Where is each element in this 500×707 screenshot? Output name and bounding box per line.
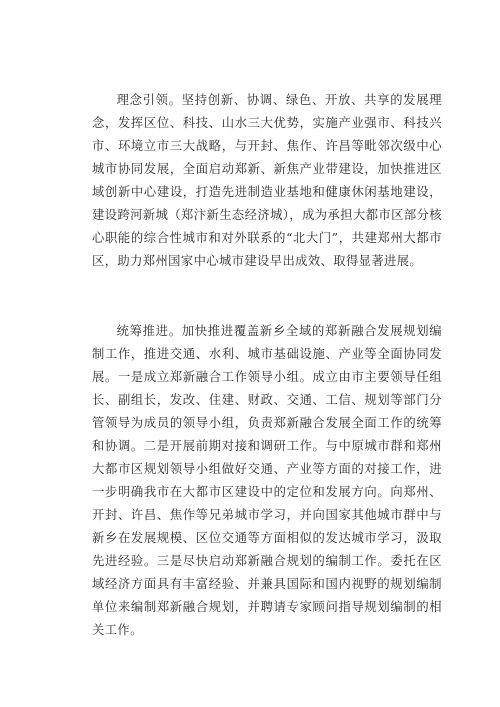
paragraph-concept-guidance: 理念引领。坚持创新、协调、绿色、开放、共享的发展理念，发挥区位、科技、山水三大优势，实施产业强市、科技兴市、环境立市三大战略，与开封、焦作、许昌等毗邻次级中心城市协同发展，全面启动郑新、新焦产业带建设，加快推进区域创新中心建设，打造先进制造业基地和健康休闲基地建设，建设跨河新城（郑汴新生态经济城），成为承担大都市区部分核心职能的综合性城市和对外联系的“北大门”，共建郑州大都市区，助力郑州国家中心城市建设早出成效、取得显著进展。 xyxy=(92,93,442,268)
paragraph-coordinated-promotion: 统筹推进。加快推进覆盖新乡全域的郑新融合发展规划编制工作，推进交通、水利、城市基础设施、产业等全面协同发展。一是成立郑新融合工作领导小组。成立由市主要领导任组长、副组长，发改、住建、财政、交通、工信、规划等部门分管领导为成员的领导小组，负责郑新融合发展全面工作的统筹和协调。二是开展前期对接和调研工作。与中原城市群和郑州大都市区规划领导小组做好交通、产业等方面的对接工作，进一步明确我市在大都市区建设中的定位和发展方向。向郑州、开封、许昌、焦作等兄弟城市学习，并向国家其他城市群中与新乡在发展规模、区位交通等方面相似的发达城市学习，汲取先进经验。三是尽快启动郑新融合规划的编制工作。委托在区域经济方面具有丰富经验、并兼具国际和国内视野的规划编制单位来编制郑新融合规划，并聘请专家顾问指导规划编制的相关工作。 xyxy=(92,324,442,637)
